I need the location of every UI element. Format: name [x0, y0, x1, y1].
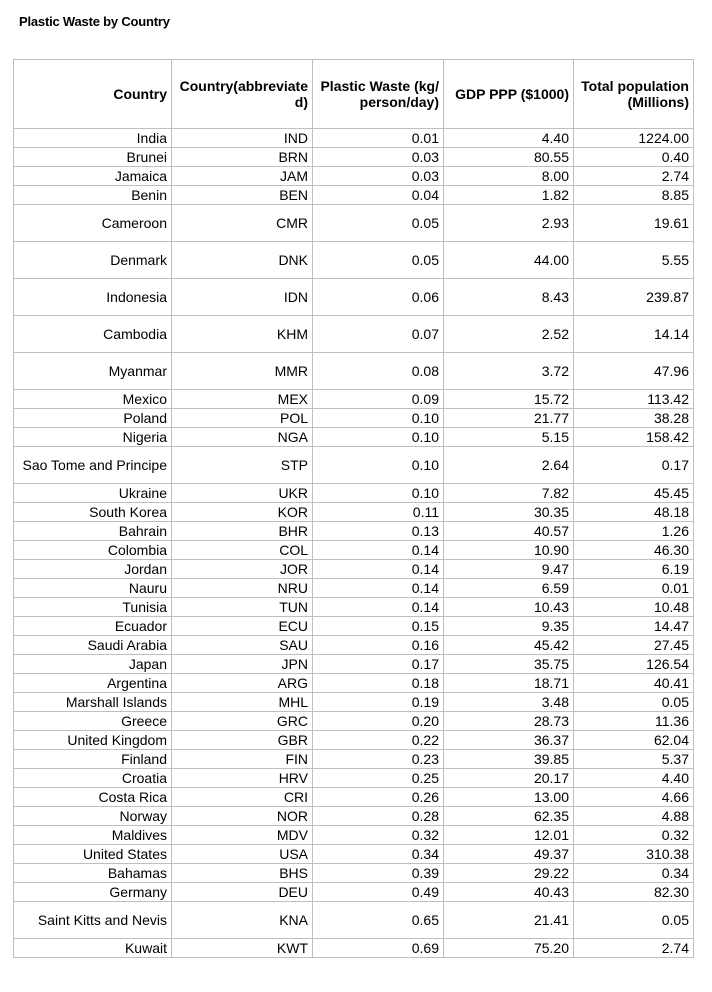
cell-population: 45.45 — [574, 484, 694, 503]
cell-gdp-ppp: 2.93 — [444, 205, 574, 242]
cell-abbreviation: KNA — [172, 902, 313, 939]
table-row — [14, 807, 694, 826]
cell-country: Japan — [14, 655, 172, 674]
cell-abbreviation: MMR — [172, 353, 313, 390]
cell-gdp-ppp: 6.59 — [444, 579, 574, 598]
cell-gdp-ppp: 9.47 — [444, 560, 574, 579]
cell-abbreviation: BEN — [172, 186, 313, 205]
cell-plastic-waste: 0.01 — [313, 129, 444, 148]
cell-gdp-ppp: 7.82 — [444, 484, 574, 503]
cell-population: 14.14 — [574, 316, 694, 353]
cell-abbreviation: ECU — [172, 617, 313, 636]
table-row — [14, 447, 694, 484]
cell-country: United Kingdom — [14, 731, 172, 750]
cell-plastic-waste: 0.11 — [313, 503, 444, 522]
cell-gdp-ppp: 28.73 — [444, 712, 574, 731]
cell-population: 6.19 — [574, 560, 694, 579]
cell-population: 1.26 — [574, 522, 694, 541]
cell-gdp-ppp: 18.71 — [444, 674, 574, 693]
cell-gdp-ppp: 4.40 — [444, 129, 574, 148]
cell-country: Maldives — [14, 826, 172, 845]
table-row — [14, 484, 694, 503]
cell-country: Costa Rica — [14, 788, 172, 807]
cell-abbreviation: JPN — [172, 655, 313, 674]
cell-plastic-waste: 0.08 — [313, 353, 444, 390]
cell-country: Denmark — [14, 242, 172, 279]
cell-abbreviation: STP — [172, 447, 313, 484]
cell-country: Nauru — [14, 579, 172, 598]
table-row — [14, 731, 694, 750]
cell-country: Cameroon — [14, 205, 172, 242]
cell-gdp-ppp: 10.43 — [444, 598, 574, 617]
cell-abbreviation: MEX — [172, 390, 313, 409]
cell-gdp-ppp: 13.00 — [444, 788, 574, 807]
cell-abbreviation: HRV — [172, 769, 313, 788]
cell-population: 0.40 — [574, 148, 694, 167]
table-row — [14, 167, 694, 186]
cell-population: 8.85 — [574, 186, 694, 205]
cell-gdp-ppp: 21.41 — [444, 902, 574, 939]
page-title: Plastic Waste by Country — [19, 14, 170, 29]
header-gdp-ppp: GDP PPP ($1000) — [444, 60, 574, 129]
table-row — [14, 845, 694, 864]
cell-population: 40.41 — [574, 674, 694, 693]
table-row — [14, 428, 694, 447]
header-country: Country — [14, 60, 172, 129]
cell-abbreviation: USA — [172, 845, 313, 864]
cell-gdp-ppp: 36.37 — [444, 731, 574, 750]
table-row — [14, 541, 694, 560]
cell-country: Ecuador — [14, 617, 172, 636]
cell-gdp-ppp: 62.35 — [444, 807, 574, 826]
cell-gdp-ppp: 35.75 — [444, 655, 574, 674]
cell-plastic-waste: 0.26 — [313, 788, 444, 807]
cell-country: Benin — [14, 186, 172, 205]
cell-population: 126.54 — [574, 655, 694, 674]
cell-gdp-ppp: 39.85 — [444, 750, 574, 769]
cell-gdp-ppp: 20.17 — [444, 769, 574, 788]
table-row — [14, 390, 694, 409]
cell-abbreviation: JAM — [172, 167, 313, 186]
cell-population: 46.30 — [574, 541, 694, 560]
cell-gdp-ppp: 44.00 — [444, 242, 574, 279]
cell-population: 14.47 — [574, 617, 694, 636]
cell-population: 4.40 — [574, 769, 694, 788]
cell-country: Germany — [14, 883, 172, 902]
table-row — [14, 409, 694, 428]
table-row — [14, 205, 694, 242]
cell-country: Jordan — [14, 560, 172, 579]
cell-plastic-waste: 0.03 — [313, 167, 444, 186]
cell-population: 1224.00 — [574, 129, 694, 148]
cell-plastic-waste: 0.49 — [313, 883, 444, 902]
cell-population: 2.74 — [574, 939, 694, 958]
table-row — [14, 316, 694, 353]
cell-abbreviation: UKR — [172, 484, 313, 503]
cell-population: 48.18 — [574, 503, 694, 522]
cell-abbreviation: IND — [172, 129, 313, 148]
table-row — [14, 129, 694, 148]
cell-gdp-ppp: 45.42 — [444, 636, 574, 655]
cell-plastic-waste: 0.09 — [313, 390, 444, 409]
cell-abbreviation: BHR — [172, 522, 313, 541]
cell-gdp-ppp: 40.43 — [444, 883, 574, 902]
header-country-abbreviated: Country(abbreviated) — [172, 60, 313, 129]
cell-population: 19.61 — [574, 205, 694, 242]
cell-plastic-waste: 0.65 — [313, 902, 444, 939]
cell-population: 4.88 — [574, 807, 694, 826]
cell-country: Croatia — [14, 769, 172, 788]
cell-gdp-ppp: 49.37 — [444, 845, 574, 864]
cell-abbreviation: GRC — [172, 712, 313, 731]
table-row — [14, 560, 694, 579]
cell-gdp-ppp: 29.22 — [444, 864, 574, 883]
table-row — [14, 750, 694, 769]
cell-gdp-ppp: 2.52 — [444, 316, 574, 353]
cell-country: Bahamas — [14, 864, 172, 883]
cell-population: 5.55 — [574, 242, 694, 279]
cell-gdp-ppp: 40.57 — [444, 522, 574, 541]
cell-gdp-ppp: 9.35 — [444, 617, 574, 636]
cell-population: 62.04 — [574, 731, 694, 750]
cell-gdp-ppp: 75.20 — [444, 939, 574, 958]
cell-country: Nigeria — [14, 428, 172, 447]
table-row — [14, 186, 694, 205]
table-row — [14, 636, 694, 655]
cell-country: Saudi Arabia — [14, 636, 172, 655]
cell-population: 10.48 — [574, 598, 694, 617]
table-row — [14, 242, 694, 279]
cell-abbreviation: DEU — [172, 883, 313, 902]
cell-gdp-ppp: 2.64 — [444, 447, 574, 484]
cell-abbreviation: KOR — [172, 503, 313, 522]
cell-plastic-waste: 0.16 — [313, 636, 444, 655]
cell-plastic-waste: 0.04 — [313, 186, 444, 205]
cell-country: Norway — [14, 807, 172, 826]
cell-plastic-waste: 0.32 — [313, 826, 444, 845]
cell-plastic-waste: 0.10 — [313, 447, 444, 484]
cell-population: 113.42 — [574, 390, 694, 409]
cell-plastic-waste: 0.23 — [313, 750, 444, 769]
cell-plastic-waste: 0.10 — [313, 409, 444, 428]
table-row — [14, 902, 694, 939]
table-row — [14, 826, 694, 845]
header-plastic-waste: Plastic Waste (kg/ person/day) — [313, 60, 444, 129]
cell-abbreviation: COL — [172, 541, 313, 560]
cell-plastic-waste: 0.10 — [313, 484, 444, 503]
table-row — [14, 522, 694, 541]
cell-population: 82.30 — [574, 883, 694, 902]
cell-gdp-ppp: 15.72 — [444, 390, 574, 409]
cell-country: Cambodia — [14, 316, 172, 353]
cell-country: Argentina — [14, 674, 172, 693]
table-row — [14, 579, 694, 598]
cell-population: 2.74 — [574, 167, 694, 186]
cell-gdp-ppp: 21.77 — [444, 409, 574, 428]
table-row — [14, 693, 694, 712]
cell-abbreviation: BRN — [172, 148, 313, 167]
cell-population: 5.37 — [574, 750, 694, 769]
cell-abbreviation: FIN — [172, 750, 313, 769]
cell-country: Sao Tome and Principe — [14, 447, 172, 484]
cell-country: South Korea — [14, 503, 172, 522]
cell-plastic-waste: 0.14 — [313, 598, 444, 617]
table-row — [14, 353, 694, 390]
plastic-waste-table — [13, 59, 694, 958]
cell-gdp-ppp: 8.00 — [444, 167, 574, 186]
table-row — [14, 883, 694, 902]
cell-plastic-waste: 0.14 — [313, 560, 444, 579]
cell-plastic-waste: 0.06 — [313, 279, 444, 316]
cell-abbreviation: CMR — [172, 205, 313, 242]
cell-plastic-waste: 0.25 — [313, 769, 444, 788]
cell-gdp-ppp: 5.15 — [444, 428, 574, 447]
cell-country: Marshall Islands — [14, 693, 172, 712]
cell-plastic-waste: 0.28 — [313, 807, 444, 826]
cell-country: Saint Kitts and Nevis — [14, 902, 172, 939]
cell-plastic-waste: 0.19 — [313, 693, 444, 712]
cell-abbreviation: SAU — [172, 636, 313, 655]
cell-gdp-ppp: 10.90 — [444, 541, 574, 560]
cell-gdp-ppp: 3.48 — [444, 693, 574, 712]
cell-plastic-waste: 0.07 — [313, 316, 444, 353]
cell-plastic-waste: 0.39 — [313, 864, 444, 883]
cell-country: United States — [14, 845, 172, 864]
cell-gdp-ppp: 3.72 — [444, 353, 574, 390]
cell-country: Bahrain — [14, 522, 172, 541]
cell-abbreviation: KHM — [172, 316, 313, 353]
cell-country: Myanmar — [14, 353, 172, 390]
cell-country: Mexico — [14, 390, 172, 409]
cell-plastic-waste: 0.18 — [313, 674, 444, 693]
cell-population: 11.36 — [574, 712, 694, 731]
table-row — [14, 939, 694, 958]
cell-population: 0.17 — [574, 447, 694, 484]
cell-population: 47.96 — [574, 353, 694, 390]
cell-gdp-ppp: 80.55 — [444, 148, 574, 167]
cell-population: 4.66 — [574, 788, 694, 807]
cell-country: Finland — [14, 750, 172, 769]
cell-country: Ukraine — [14, 484, 172, 503]
cell-plastic-waste: 0.17 — [313, 655, 444, 674]
cell-country: Colombia — [14, 541, 172, 560]
cell-abbreviation: JOR — [172, 560, 313, 579]
cell-population: 310.38 — [574, 845, 694, 864]
cell-country: Greece — [14, 712, 172, 731]
cell-population: 0.32 — [574, 826, 694, 845]
cell-plastic-waste: 0.03 — [313, 148, 444, 167]
cell-gdp-ppp: 30.35 — [444, 503, 574, 522]
cell-plastic-waste: 0.22 — [313, 731, 444, 750]
cell-country: Tunisia — [14, 598, 172, 617]
cell-plastic-waste: 0.20 — [313, 712, 444, 731]
cell-plastic-waste: 0.34 — [313, 845, 444, 864]
cell-plastic-waste: 0.14 — [313, 541, 444, 560]
cell-abbreviation: KWT — [172, 939, 313, 958]
table-row — [14, 617, 694, 636]
cell-population: 158.42 — [574, 428, 694, 447]
cell-abbreviation: NGA — [172, 428, 313, 447]
table-row — [14, 674, 694, 693]
cell-population: 0.05 — [574, 902, 694, 939]
cell-abbreviation: GBR — [172, 731, 313, 750]
cell-country: India — [14, 129, 172, 148]
cell-population: 38.28 — [574, 409, 694, 428]
cell-population: 27.45 — [574, 636, 694, 655]
cell-population: 0.34 — [574, 864, 694, 883]
table-row — [14, 279, 694, 316]
cell-abbreviation: POL — [172, 409, 313, 428]
cell-population: 0.01 — [574, 579, 694, 598]
cell-country: Jamaica — [14, 167, 172, 186]
cell-population: 0.05 — [574, 693, 694, 712]
header-total-population: Total population (Millions) — [574, 60, 694, 129]
table-row — [14, 598, 694, 617]
cell-plastic-waste: 0.13 — [313, 522, 444, 541]
cell-abbreviation: TUN — [172, 598, 313, 617]
cell-abbreviation: NOR — [172, 807, 313, 826]
cell-country: Indonesia — [14, 279, 172, 316]
cell-plastic-waste: 0.14 — [313, 579, 444, 598]
cell-plastic-waste: 0.15 — [313, 617, 444, 636]
cell-country: Brunei — [14, 148, 172, 167]
table-row — [14, 712, 694, 731]
table-row — [14, 788, 694, 807]
cell-plastic-waste: 0.05 — [313, 242, 444, 279]
cell-plastic-waste: 0.05 — [313, 205, 444, 242]
table-body — [14, 129, 694, 958]
cell-abbreviation: MHL — [172, 693, 313, 712]
cell-abbreviation: MDV — [172, 826, 313, 845]
cell-country: Kuwait — [14, 939, 172, 958]
cell-country: Poland — [14, 409, 172, 428]
cell-abbreviation: CRI — [172, 788, 313, 807]
table-row — [14, 655, 694, 674]
table-row — [14, 769, 694, 788]
cell-plastic-waste: 0.69 — [313, 939, 444, 958]
table-row — [14, 864, 694, 883]
cell-abbreviation: IDN — [172, 279, 313, 316]
cell-plastic-waste: 0.10 — [313, 428, 444, 447]
cell-population: 239.87 — [574, 279, 694, 316]
cell-abbreviation: BHS — [172, 864, 313, 883]
table-row — [14, 503, 694, 522]
cell-abbreviation: DNK — [172, 242, 313, 279]
cell-gdp-ppp: 12.01 — [444, 826, 574, 845]
cell-gdp-ppp: 1.82 — [444, 186, 574, 205]
cell-abbreviation: NRU — [172, 579, 313, 598]
header-row — [14, 60, 694, 129]
table-row — [14, 148, 694, 167]
cell-abbreviation: ARG — [172, 674, 313, 693]
cell-gdp-ppp: 8.43 — [444, 279, 574, 316]
